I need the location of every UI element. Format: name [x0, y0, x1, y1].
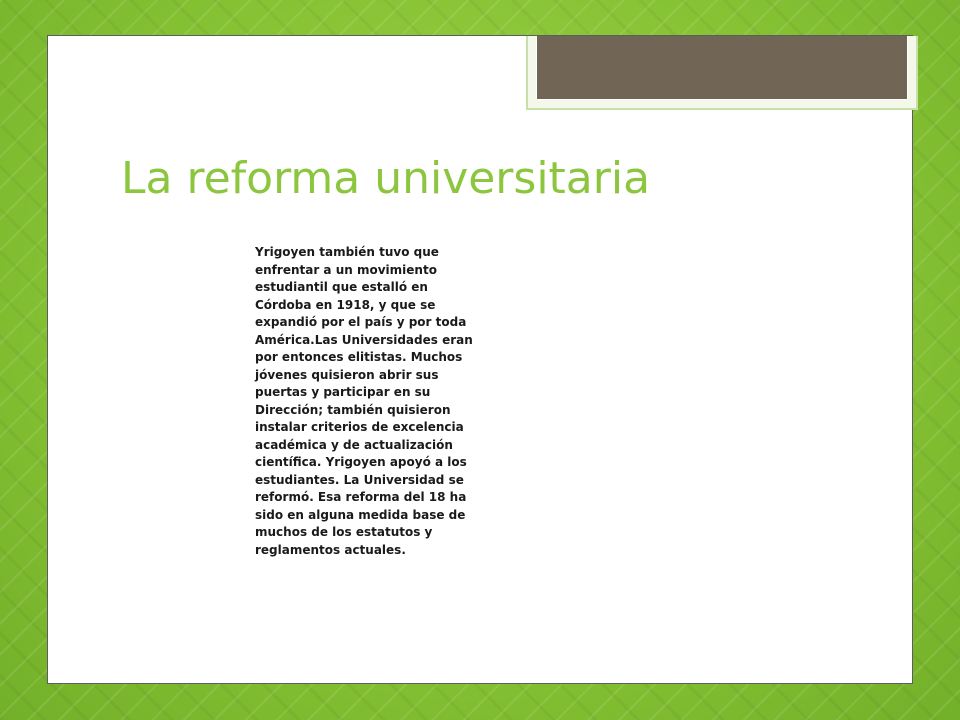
accent-frame: [526, 36, 918, 110]
accent-block: [536, 36, 908, 100]
slide-panel: [47, 35, 913, 684]
slide-title[interactable]: La reforma universitaria: [121, 153, 651, 204]
slide-body-text[interactable]: Yrigoyen también tuvo que enfrentar a un movimiento estudiantil que estalló en Córdoba en 1918, y que se expandió por el país y por toda América.Las Universidades eran por entonces elitistas. Muchos jóvenes quisieron abrir sus puertas y participar en su Dirección; también quisieron instalar criterios de excelencia académica y de actualización científica. Yrigoyen apoyó a los estudiantes. La Universidad se reformó. Esa reforma del 18 ha sido en alguna medida base de muchos de los estatutos y reglamentos actuales.: [255, 245, 473, 557]
